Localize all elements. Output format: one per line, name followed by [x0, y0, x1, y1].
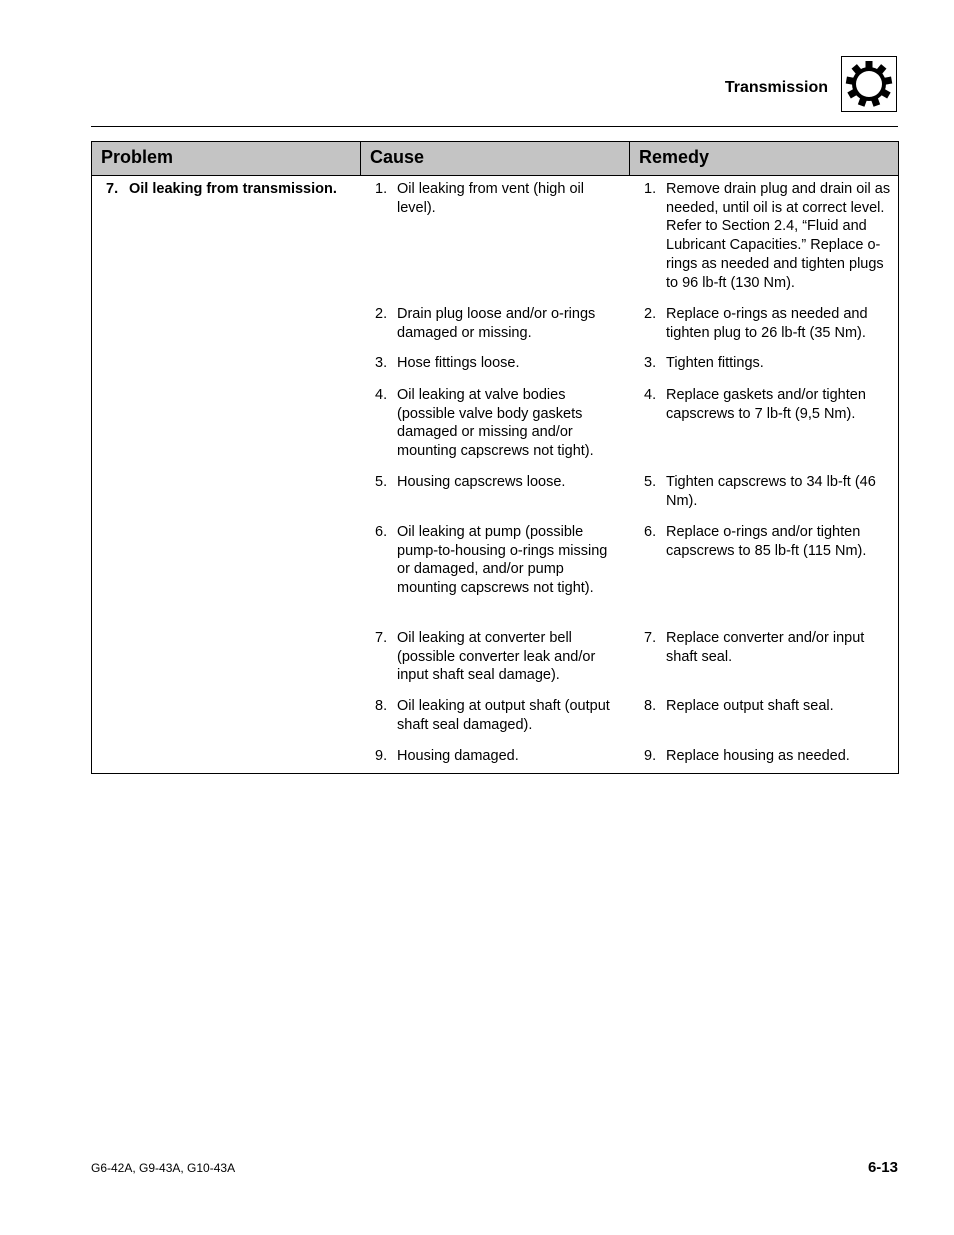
problem-number: 7. — [106, 181, 119, 197]
gear-icon — [844, 59, 894, 109]
cause-number: 6. — [375, 524, 388, 540]
remedy-text: Tighten capscrews to 34 lb-ft (46 Nm). — [666, 474, 876, 509]
column-header-remedy: Remedy — [639, 147, 710, 167]
remedy-number: 6. — [644, 524, 657, 540]
header-rule — [91, 126, 898, 127]
remedy-number: 8. — [644, 698, 657, 714]
remedy-text: Replace o-rings and/or tighten capscrews to 85 lb-ft (115 Nm). — [666, 524, 867, 559]
remedy-text: Tighten fittings. — [666, 355, 764, 371]
section-title: Transmission — [724, 79, 828, 96]
cause-text: Oil leaking from vent (high oil level). — [397, 181, 584, 216]
remedy-number: 4. — [644, 387, 657, 403]
cause-text: Oil leaking at converter bell (possible converter leak and/or input shaft seal damage). — [397, 630, 596, 684]
remedy-number: 9. — [644, 748, 657, 764]
cause-number: 5. — [375, 474, 388, 490]
remedy-text: Replace housing as needed. — [666, 748, 850, 764]
gear-icon-box — [841, 56, 897, 112]
remedy-number: 3. — [644, 355, 657, 371]
cause-text: Housing capscrews loose. — [397, 474, 566, 490]
remedy-text: Replace output shaft seal. — [666, 698, 834, 714]
cause-text: Housing damaged. — [397, 748, 519, 764]
cause-text: Hose fittings loose. — [397, 355, 520, 371]
cause-number: 1. — [375, 181, 388, 197]
cause-number: 3. — [375, 355, 388, 371]
cause-text: Drain plug loose and/or o-rings damaged or missing. — [397, 306, 596, 341]
column-header-problem: Problem — [101, 147, 174, 167]
cause-text: Oil leaking at output shaft (output shaft seal damaged). — [397, 698, 610, 733]
remedy-text: Replace o-rings as needed and tighten plug to 26 lb-ft (35 Nm). — [666, 306, 868, 341]
remedy-text: Replace converter and/or input shaft seal. — [666, 630, 865, 665]
page-number: 6-13 — [867, 1159, 898, 1176]
problem-text: Oil leaking from transmission. — [129, 181, 337, 197]
remedy-text: Replace gaskets and/or tighten capscrews to 7 lb-ft (9,5 Nm). — [666, 387, 866, 422]
footer-models: G6-42A, G9-43A, G10-43A — [91, 1161, 236, 1175]
cause-number: 9. — [375, 748, 388, 764]
cause-number: 4. — [375, 387, 388, 403]
remedy-number: 2. — [644, 306, 657, 322]
remedy-number: 7. — [644, 630, 657, 646]
cause-number: 8. — [375, 698, 388, 714]
cause-number: 7. — [375, 630, 388, 646]
cause-text: Oil leaking at pump (possible pump-to-housing o-rings missing or damaged, and/or pump mounting capscrews not tight). — [397, 524, 608, 597]
remedy-number: 5. — [644, 474, 657, 490]
remedy-text: Remove drain plug and drain oil as needed, until oil is at correct level. Refer to Section 2.4, “Fluid and Lubricant Capacities.” Replace o-rings as needed and tighten plugs to 96 lb-ft (130 Nm). — [666, 181, 891, 291]
column-header-cause: Cause — [370, 147, 425, 167]
troubleshooting-table — [91, 141, 899, 774]
remedy-number: 1. — [644, 181, 657, 197]
problem-cell — [106, 181, 337, 197]
table-header-row — [92, 142, 898, 176]
cause-number: 2. — [375, 306, 388, 322]
cause-text: Oil leaking at valve bodies (possible valve body gaskets damaged or missing and/or mounting capscrews not tight). — [397, 387, 594, 460]
